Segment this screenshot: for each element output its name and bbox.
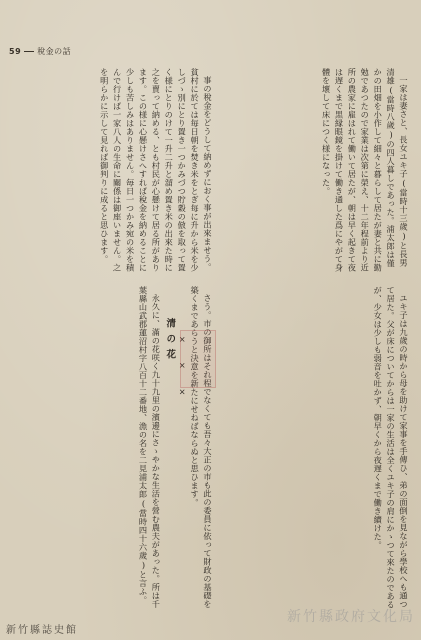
archive-watermark: 新竹縣政府文化局 <box>287 609 415 625</box>
paragraph: さう。市の御所はそれ程でなくても吾々大正の市も此の委員に依って財政の基礎を築くまであらうと決意を新たにせねばならぬと思ひます。 <box>190 286 213 609</box>
page-number: 59 <box>9 47 22 56</box>
text-column-top-left <box>10 68 214 272</box>
paragraph: ユキ子は九歲の時から母を助けて家事を手傳ひ、弟の面倒を見ながら學校へも通つて居た。父が床についてからは一家の生活は全くユキ子の肩にかゝつて來たのであるが、少女は少しも弱音を吐かず、朝早くから夜遅くまで働き續けた。 <box>373 286 409 609</box>
faded-seal-stamp <box>180 330 216 388</box>
section-heading: 清の花 <box>164 317 176 364</box>
section-divider: × × × <box>177 334 188 401</box>
text-column-top-right <box>220 68 410 272</box>
paragraph: 事の稅金をどうして納めずにおく事が出來ませう。貧村に於ては毎日朝を焚き米をとぎ每に升から米を少しづゝ別にとり置き一つかみづつ貯穀の倣を取って置く様にとりのけて一升二升と溜め置き米の出來た時に之を賣って納める、とも村民が心懸けて居る所があります。この様に心懸けさへすれば稅金を納めることに少しも苦しみはありません。毎日一つかみ宛の米を積んで行けば一家八人の生命に關係は御座いません。之を明らかに示して見れば御判りに成ると思ひます。 <box>99 68 213 272</box>
archive-corner-mark: 新竹縣誌史館 <box>6 625 78 636</box>
header-rule <box>24 51 34 52</box>
text-column-bottom-right <box>220 286 410 610</box>
running-title: 稅金の話 <box>37 47 72 56</box>
paragraph: 永久に、滿の花咲く九十九里の濱邊にさゝやかな生活を營む農夫があった。所は千葉縣山武郡蓮沼村字八百十二番地、漁の名を二見浦太郎(當時四十六歲)と言ふ。 <box>138 286 162 609</box>
running-header <box>9 46 71 57</box>
paragraph: 一家は妻さと、長女ユキ子(當時十三歲)と長男清雄(當時八歲)の四人暮しであった。浦太郎は僅かの田畑を小作して細々と暮らして居たが妻と共に勤勉であつたので家業は次第に榮え、十二年程前より近所の農家に雇はれて働いて居たが、朝は早く起きて夜は遅くまで黒縁眼鏡を掛けて働き通した爲にやがて身體を壞して床につく様になった。 <box>321 68 409 272</box>
